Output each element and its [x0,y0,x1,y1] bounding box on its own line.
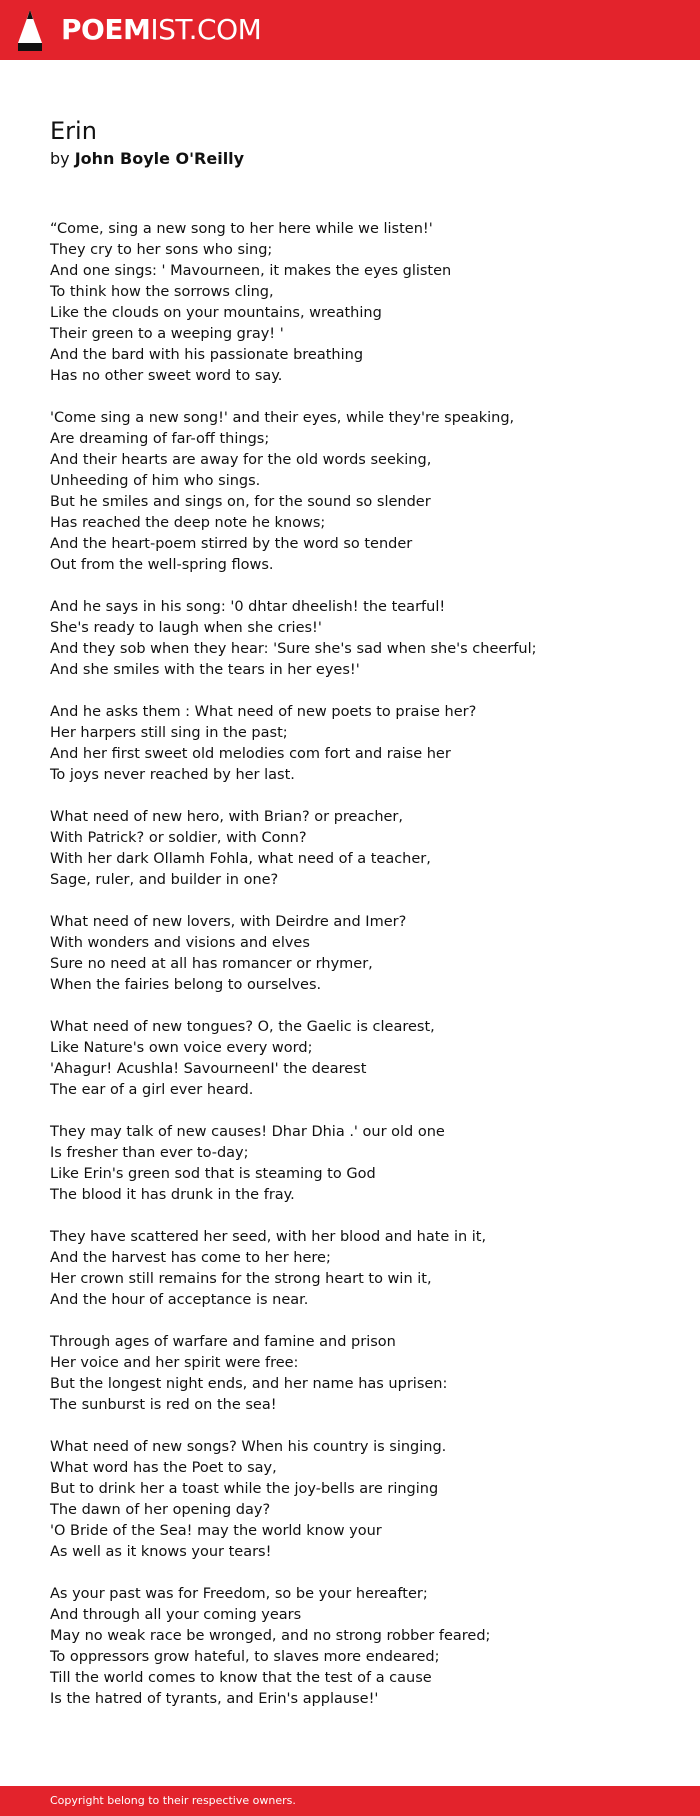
logo-strong-text: POEM [61,13,151,46]
poem-line: Her crown still remains for the strong heart to win it, [50,1271,432,1287]
poem-line: Sage, ruler, and builder in one? [50,872,279,888]
poem-line: The sunburst is red on the sea! [50,1397,277,1413]
stanza [50,1227,670,1311]
poem-line: Through ages of warfare and famine and prison [50,1334,396,1350]
poem-line: And one sings: ' Mavourneen, it makes the eyes glisten [50,263,452,279]
poem-line: And he asks them : What need of new poets to praise her? [50,704,477,720]
poem-line: Till the world comes to know that the test of a cause [50,1670,432,1686]
poem-line: With wonders and visions and elves [50,935,310,951]
poem-line: Are dreaming of far-off things; [50,431,270,447]
poem-line: 'Come sing a new song!' and their eyes, while they're speaking, [50,410,515,426]
stanza [50,408,670,576]
poem-line: Has no other sweet word to say. [50,368,283,384]
pen-nib-icon[interactable] [16,9,44,51]
poem-title: Erin [50,117,97,145]
poem-line: With Patrick? or soldier, with Conn? [50,830,307,846]
poem-line: What need of new tongues? O, the Gaelic is clearest, [50,1019,435,1035]
poem-line: What need of new songs? When his country is singing. [50,1439,447,1455]
stanza [50,1122,670,1206]
poem-line: And she smiles with the tears in her eyes!' [50,662,360,678]
poem-line: Like Nature's own voice every word; [50,1040,313,1056]
poem-line: Like the clouds on your mountains, wreathing [50,305,382,321]
poem-line: Her voice and her spirit were free: [50,1355,299,1371]
poem-line: And the hour of acceptance is near. [50,1292,309,1308]
poem-line: The blood it has drunk in the fray. [50,1187,295,1203]
stanza [50,1332,670,1416]
byline [50,148,244,170]
poem-line: What need of new lovers, with Deirdre and Imer? [50,914,407,930]
poem-line: When the fairies belong to ourselves. [50,977,322,993]
poem-line: And they sob when they hear: 'Sure she's sad when she's cheerful; [50,641,537,657]
poem-line: They cry to her sons who sing; [50,242,273,258]
poem-line: And her first sweet old melodies com fort and raise her [50,746,451,762]
poem-line: Is the hatred of tyrants, and Erin's applause!' [50,1691,379,1707]
stanza [50,912,670,996]
logo-light-text: IST.COM [150,13,262,46]
poem-line: Sure no need at all has romancer or rhymer, [50,956,373,972]
poem-line: Like Erin's green sod that is steaming to God [50,1166,376,1182]
poem-line: What word has the Poet to say, [50,1460,277,1476]
poem-line: Out from the well-spring flows. [50,557,274,573]
poem-line: And the bard with his passionate breathing [50,347,364,363]
poem-line: The ear of a girl ever heard. [50,1082,254,1098]
stanza [50,1437,670,1563]
poem-line: And he says in his song: '0 dhtar dheelish! the tearful! [50,599,446,615]
stanza [50,1584,670,1710]
poem-line: And through all your coming years [50,1607,302,1623]
poem-line: The dawn of her opening day? [50,1502,271,1518]
poem-line: But he smiles and sings on, for the sound so slender [50,494,431,510]
poem-line: She's ready to laugh when she cries!' [50,620,322,636]
poem-line: To oppressors grow hateful, to slaves more endeared; [50,1649,440,1665]
poem-line: To think how the sorrows cling, [50,284,274,300]
poem-line: And the heart-poem stirred by the word so tender [50,536,413,552]
stanza [50,219,670,387]
poem-line: They may talk of new causes! Dhar Dhia .' our old one [50,1124,445,1140]
poem-line: Is fresher than ever to-day; [50,1145,249,1161]
poem-line: 'Ahagur! Acushla! SavourneenI' the dearest [50,1061,367,1077]
poem-body [50,219,670,1731]
poem-line: May no weak race be wronged, and no strong robber feared; [50,1628,491,1644]
poem-line: To joys never reached by her last. [50,767,295,783]
stanza [50,597,670,681]
poem-line: Has reached the deep note he knows; [50,515,326,531]
poem-author: John Boyle O'Reilly [74,149,245,168]
stanza [50,1017,670,1101]
poem-line: And the harvest has come to her here; [50,1250,331,1266]
poem-line: 'O Bride of the Sea! may the world know your [50,1523,382,1539]
poem-line: Their green to a weeping gray! ' [50,326,284,342]
site-logo[interactable] [61,13,261,47]
poem-line: And their hearts are away for the old words seeking, [50,452,432,468]
stanza [50,807,670,891]
poem-line: But to drink her a toast while the joy-bells are ringing [50,1481,439,1497]
poem-line: Her harpers still sing in the past; [50,725,288,741]
copyright-text: Copyright belong to their respective owners. [50,1794,296,1807]
site-header [0,0,700,60]
site-footer [0,1786,700,1816]
poem-line: With her dark Ollamh Fohla, what need of a teacher, [50,851,431,867]
poem-line: What need of new hero, with Brian? or preacher, [50,809,403,825]
poem-line: They have scattered her seed, with her blood and hate in it, [50,1229,487,1245]
poem-line: But the longest night ends, and her name has uprisen: [50,1376,448,1392]
poem-line: Unheeding of him who sings. [50,473,261,489]
byline-by: by [50,149,70,168]
stanza [50,702,670,786]
poem-line: As well as it knows your tears! [50,1544,272,1560]
poem-line: “Come, sing a new song to her here while we listen!' [50,221,433,237]
poem-line: As your past was for Freedom, so be your hereafter; [50,1586,428,1602]
